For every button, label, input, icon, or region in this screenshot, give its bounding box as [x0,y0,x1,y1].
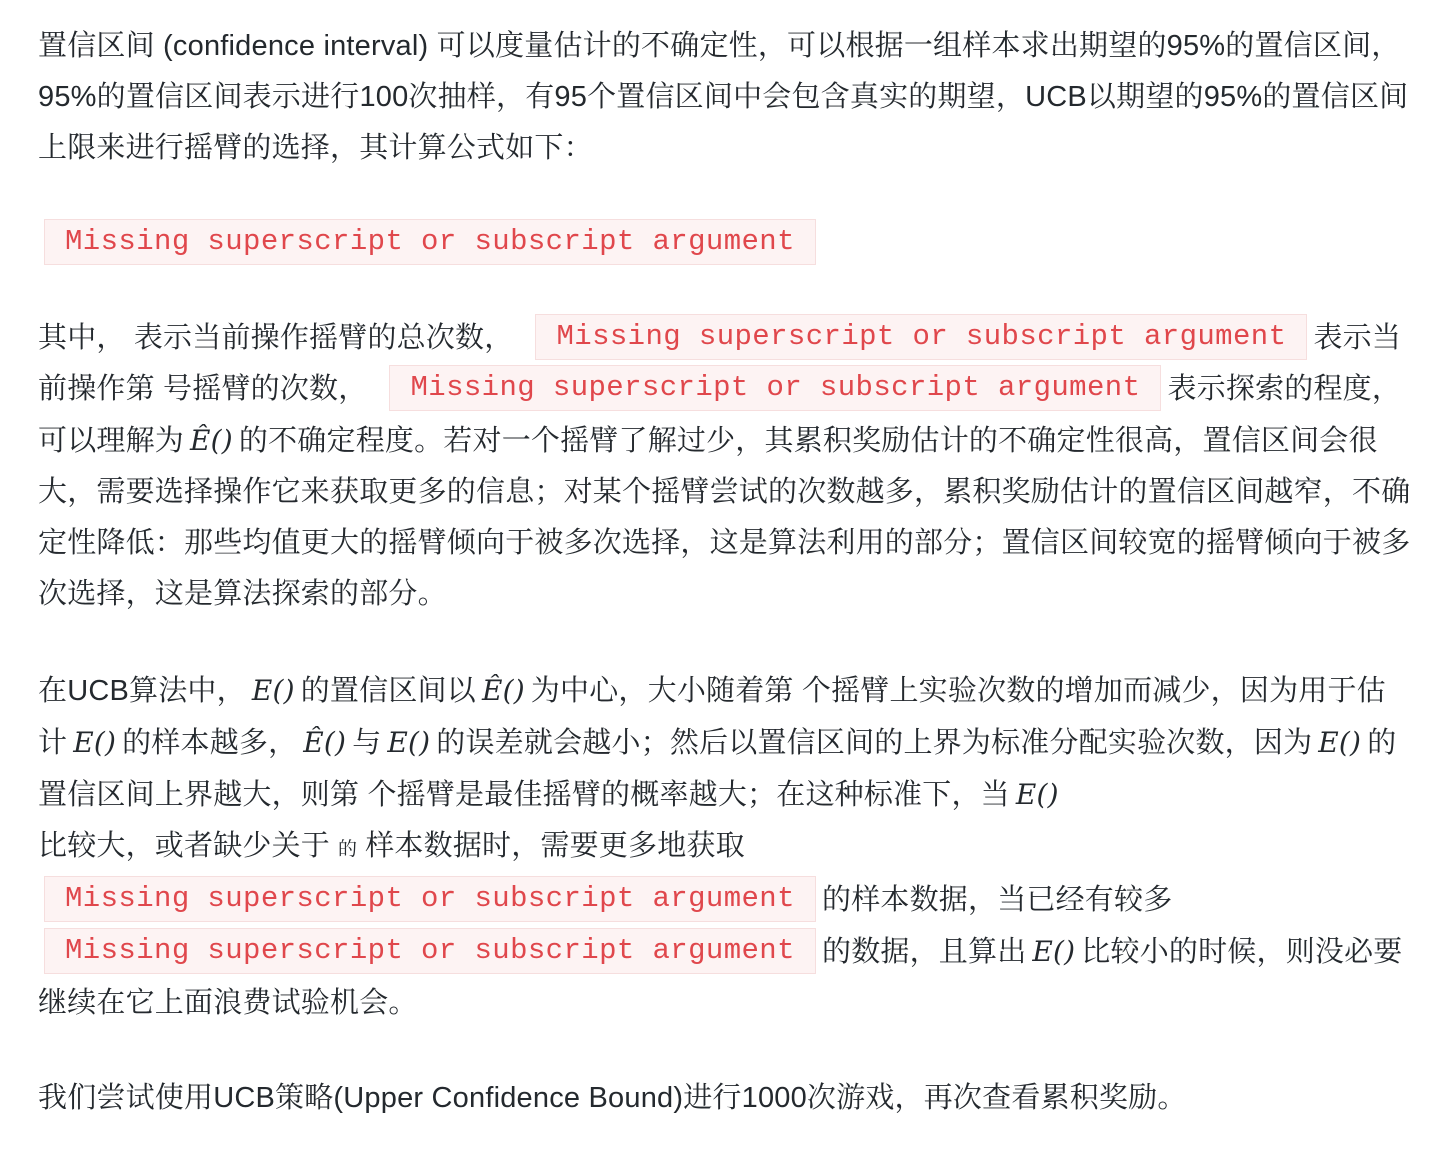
paragraph-ucb-strategy: 我们尝试使用UCB策略(Upper Confidence Bound)进行1000次游戏，再次查看累积奖励。 [38,1082,1187,1114]
text-segment: 的置信区间以 [300,675,476,707]
text-segment: 的置信区间上界越大，则第 个摇臂是最佳摇臂的概率越大；在这种标准下，当 [38,727,1397,811]
text-segment: 的样本越多， [122,727,298,759]
math-error-inline: Missing superscript or subscript argument [389,365,1161,411]
text-segment: 的不确定程度。若对一个摇臂了解过少，其累积奖励估计的不确定性很高，置信区间会很大，需要选择操作它来获取更多的信息；对某个摇臂尝试的次数越多，累积奖励估计的置信区间越窄，不确定性降低：那些均值更大的摇臂倾向于被多次选择，这是算法利用的部分；置信区间较宽的摇臂倾向于被多次选择，这是算法探索的部分。 [38,425,1411,610]
math-e: E() [1032,935,1076,968]
text-segment: 的样本数据，当已经有较多 [822,884,1173,916]
math-ehat: Ê() [190,424,233,457]
paragraph-confidence-interval: 置信区间 (confidence interval) 可以度量估计的不确定性，可以根据一组样本求出期望的95%的置信区间，95%的置信区间表示进行100次抽样，有95个置信区间中会包含真实的期望，UCB以期望的95%的置信区间上限来进行摇臂的选择，其计算公式如下： [38,30,1409,164]
math-e: E() [251,674,295,707]
math-e: E() [73,726,117,759]
math-error-formula: Missing superscript or subscript argument [44,219,816,265]
math-tiny-label: 的 [338,839,358,860]
text-segment: 其中， 表示当前操作摇臂的总次数， [38,322,514,354]
math-error-inline: Missing superscript or subscript argument [535,314,1307,360]
paragraph-formula-explanation [38,313,1414,620]
text-segment: 比较小的时候，则没必要继续在它上面浪费试验机会。 [38,936,1403,1019]
text-segment: 表示当前操作第 号摇臂的次数， [38,322,1402,405]
text-segment: 比较大，或者缺少关于 [38,830,331,862]
text-segment: 样本数据时，需要更多地获取 [365,830,745,862]
document-body [38,21,1414,1169]
math-ehat: Ê() [481,674,525,707]
text-segment: 为中心，大小随着第 个摇臂上实验次数的增加而减少，因为用于估计 [38,675,1386,759]
math-e: E() [1015,778,1059,811]
math-ehat: Ê() [303,726,347,759]
math-e: E() [1318,726,1362,759]
math-e: E() [387,726,431,759]
text-segment: 在UCB算法中， [38,675,246,707]
paragraph-ucb-algorithm [38,665,1414,1029]
text-segment: 的误差就会越小；然后以置信区间的上界为标准分配实验次数，因为 [436,727,1313,759]
text-segment: 与 [352,727,382,759]
math-error-inline: Missing superscript or subscript argument [44,876,816,922]
formula-block [44,219,1414,269]
text-segment: 的数据，且算出 [822,936,1027,968]
text-segment: 表示探索的程度，可以理解为 [38,373,1402,457]
math-error-inline: Missing superscript or subscript argument [44,928,816,974]
